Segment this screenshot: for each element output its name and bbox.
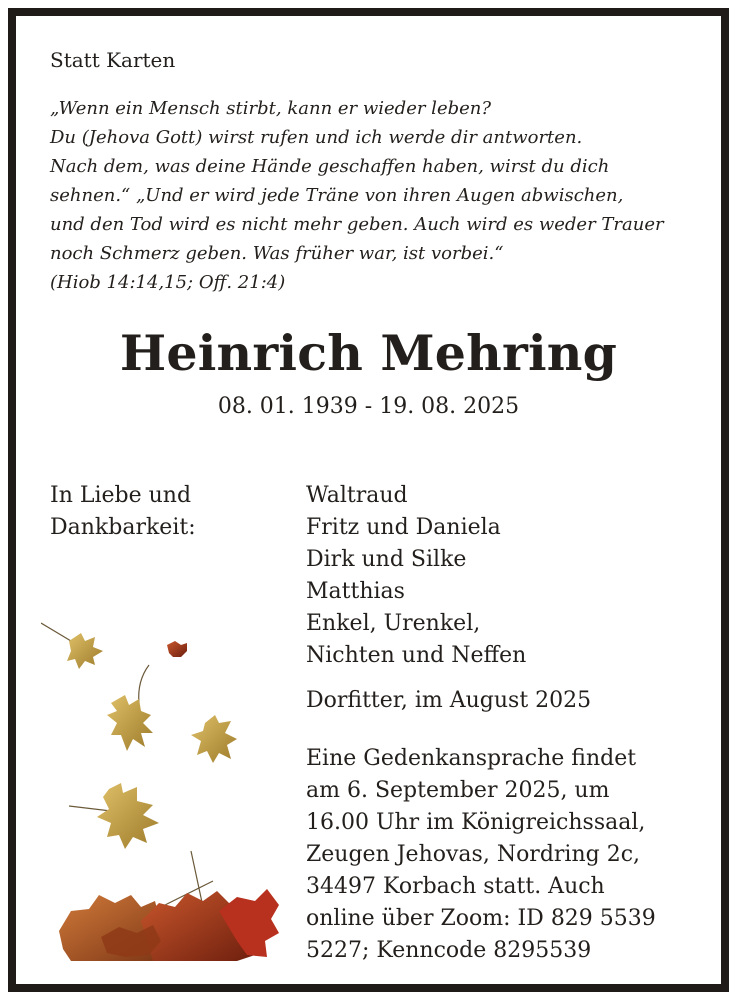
mourner-item: Fritz und Daniela	[306, 515, 501, 540]
quote-line: Du (Jehova Gott) wirst rufen und ich werde dir antworten.	[50, 127, 583, 148]
mourner-item: Dirk und Silke	[306, 547, 467, 572]
quote-line: und den Tod wird es nicht mehr geben. Auch wird es weder Trauer	[50, 214, 664, 235]
mourner-item: Enkel, Urenkel,	[306, 611, 481, 636]
quote-line: Nach dem, was deine Hände geschaffen haben, wirst du dich	[50, 156, 610, 177]
notice-line: 5227; Kenncode 8295539	[306, 938, 592, 963]
dedication-line: In Liebe und	[50, 483, 192, 508]
quote-line: „Wenn ein Mensch stirbt, kann er wieder leben?	[50, 98, 492, 119]
mourner-item: Nichten und Neffen	[306, 643, 527, 668]
notice-line: online über Zoom: ID 829 5539	[306, 906, 656, 931]
dedication-line: Dankbarkeit:	[50, 515, 196, 540]
header-text: Statt Karten	[50, 48, 176, 72]
maple-leaf-icon	[107, 665, 153, 751]
notice-line: Eine Gedenkansprache findet	[306, 746, 637, 771]
mourner-item: Matthias	[306, 579, 405, 604]
maple-leaf-icon	[41, 623, 103, 669]
leaf-pile-icon	[59, 851, 279, 961]
mourners-list	[306, 480, 526, 672]
quote-line: sehnen.“ „Und er wird jede Träne von ihren Augen abwischen,	[50, 185, 624, 206]
deceased-name: Heinrich Mehring	[119, 324, 618, 382]
maple-leaf-icon	[69, 783, 159, 849]
falling-leaves-illustration	[41, 611, 281, 961]
quote-line: noch Schmerz geben. Was früher war, ist vorbei.“	[50, 243, 504, 264]
notice-line: 34497 Korbach statt. Auch	[306, 874, 605, 899]
maple-leaf-icon	[191, 715, 237, 763]
maple-leaf-icon	[167, 641, 187, 657]
obituary-card	[8, 8, 729, 992]
life-dates: 08. 01. 1939 - 19. 08. 2025	[217, 394, 520, 419]
notice-line: am 6. September 2025, um	[306, 778, 610, 803]
place-date: Dorfitter, im August 2025	[306, 688, 592, 713]
quote-reference: (Hiob 14:14,15; Off. 21:4)	[50, 272, 286, 293]
memorial-notice	[306, 743, 656, 967]
bible-quote	[50, 94, 664, 297]
notice-line: 16.00 Uhr im Königreichssaal,	[306, 810, 646, 835]
mourner-item: Waltraud	[306, 483, 408, 508]
dedication	[50, 480, 196, 544]
notice-line: Zeugen Jehovas, Nordring 2c,	[306, 842, 641, 867]
